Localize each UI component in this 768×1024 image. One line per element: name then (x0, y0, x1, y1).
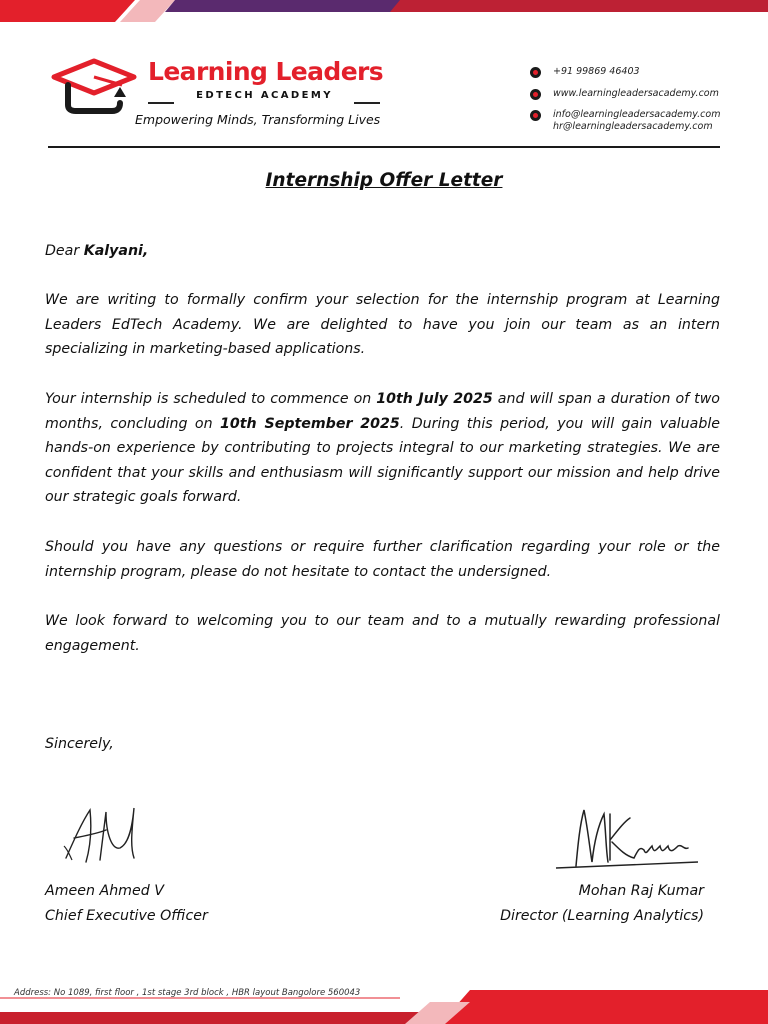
schedule-text-c: . During this period, you will gain valuable hands-on experience by contributing to projects integral to our marketing strategies. We are confident that your skills and enthusiasm will significantly support our mission and help drive our strategic goals forward. (45, 415, 720, 506)
paragraph-welcome: We look forward to welcoming you to our team and to a mutually rewarding professional engagement. (45, 613, 720, 654)
contact-email (530, 109, 730, 133)
contact-phone (530, 66, 730, 78)
website-link[interactable]: www.learningleadersacademy.com (553, 88, 719, 99)
greeting-prefix: Dear (45, 243, 84, 259)
schedule-text-b: and will span a duration of two months, concluding on (45, 391, 720, 432)
signatory-ceo (45, 879, 208, 929)
phone-icon (530, 67, 541, 78)
director-name: Mohan Raj Kumar (578, 883, 704, 899)
recipient-name: Kalyani, (83, 243, 149, 259)
schedule-text-a: Your internship is scheduled to commence on (45, 391, 377, 407)
graduation-cap-icon (50, 55, 140, 115)
globe-icon (530, 89, 541, 100)
footer-address: Address: No 1089, first floor , 1st stage 3rd block , HBR layout Bangolore 560043 (14, 988, 361, 998)
ceo-signature (60, 800, 150, 870)
signatory-director (500, 879, 704, 929)
email-icon (530, 110, 541, 121)
header-divider (48, 146, 720, 148)
subtitle-left-rule (148, 102, 174, 104)
phone-number[interactable]: +91 99869 46403 (553, 66, 640, 77)
brand-name: Learning Leaders (148, 57, 384, 86)
ceo-name: Ameen Ahmed V (45, 883, 164, 899)
greeting (45, 239, 720, 264)
paragraph-schedule (45, 387, 720, 510)
subtitle-right-rule (354, 102, 380, 104)
email-info-link[interactable]: info@learningleadersacademy.com (553, 109, 721, 120)
paragraph-questions: Should you have any questions or require further clarification regarding your role or the internship program, please do not hesitate to contact the undersigned. (45, 539, 720, 580)
company-logo (50, 55, 410, 130)
brand-subtitle (148, 90, 378, 106)
director-title: Director (Learning Analytics) (500, 908, 704, 924)
ceo-title: Chief Executive Officer (45, 908, 208, 924)
start-date: 10th July 2025 (376, 391, 493, 407)
director-signature (548, 800, 708, 875)
contact-website (530, 88, 730, 100)
email-hr-link[interactable]: hr@learningleadersacademy.com (553, 121, 713, 132)
paragraph-selection: We are writing to formally confirm your selection for the internship program at Learning Leaders EdTech Academy. We are delighted to have you join our team as an intern specializing in marketing-based applications. (45, 292, 720, 358)
bottom-decorative-bar (0, 984, 768, 1024)
closing: Sincerely, (45, 736, 114, 752)
top-decorative-bar (0, 0, 768, 22)
brand-subtitle-text: EDTECH ACADEMY (196, 90, 333, 101)
letter-title: Internship Offer Letter (265, 170, 503, 191)
tagline: Empowering Minds, Transforming Lives (135, 112, 381, 127)
contact-block (530, 66, 730, 133)
end-date: 10th September 2025 (220, 415, 400, 432)
